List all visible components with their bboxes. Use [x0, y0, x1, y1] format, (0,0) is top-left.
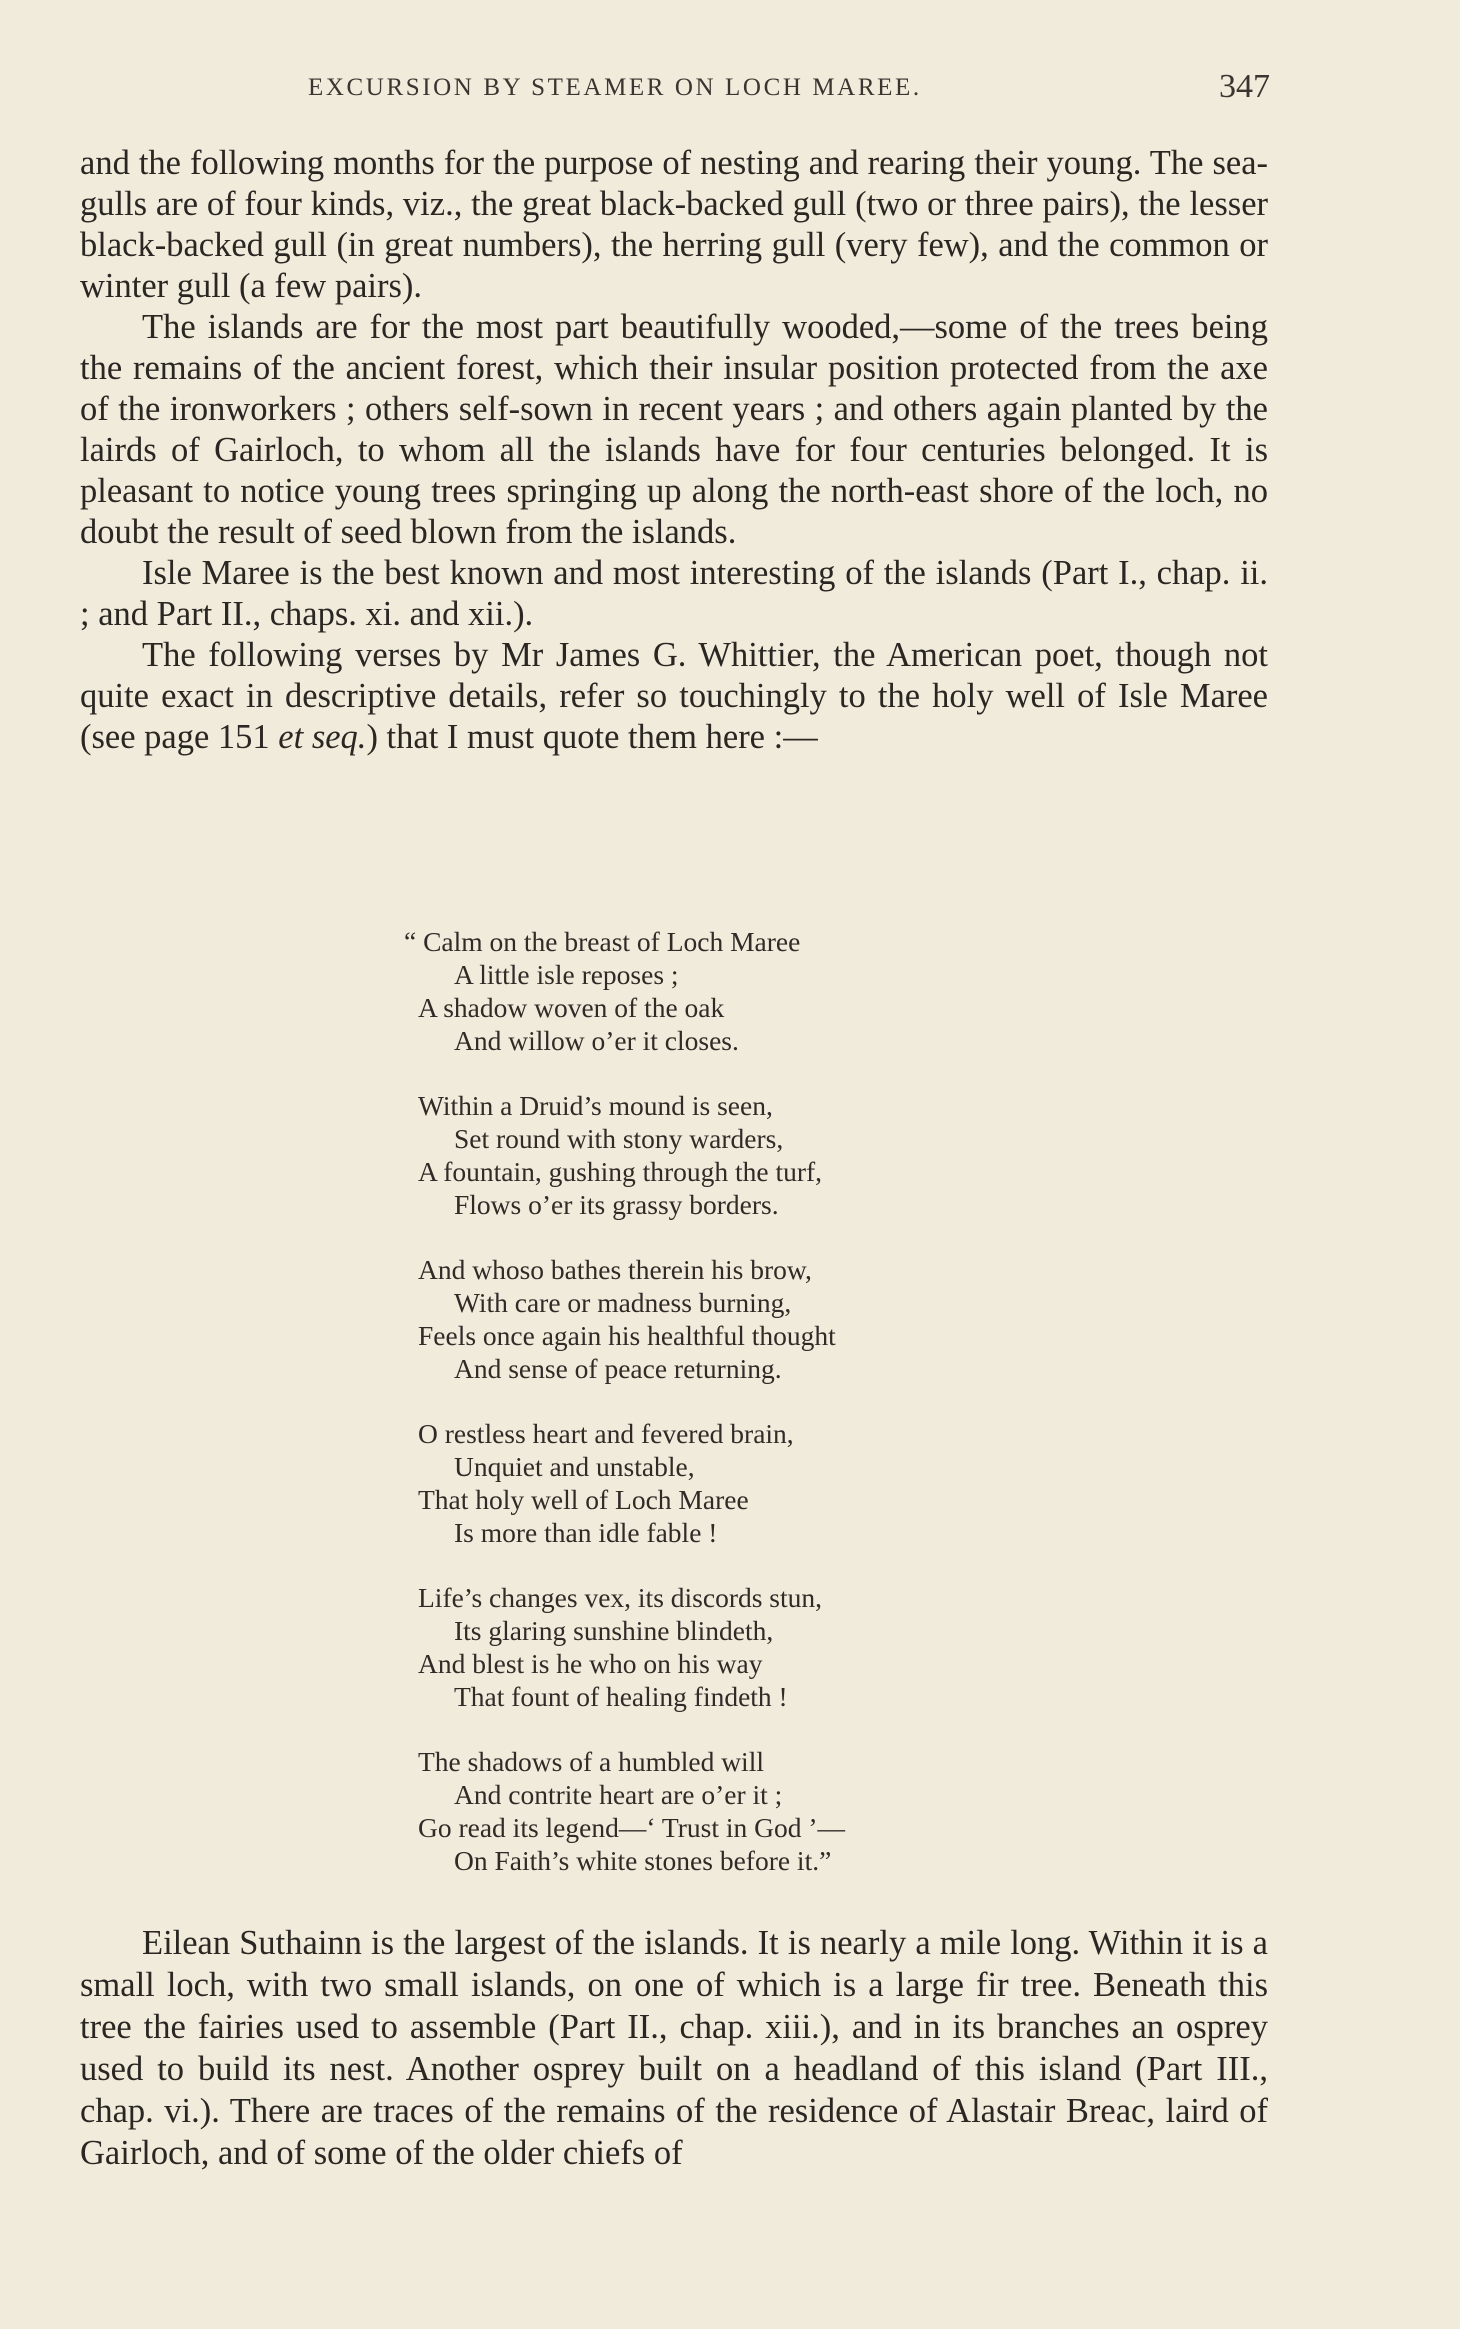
- running-title: EXCURSION BY STEAMER ON LOCH MAREE.: [308, 74, 922, 101]
- paragraph-whittier-intro: [80, 635, 1268, 758]
- poem-line: And contrite heart are o’er it ;: [454, 1779, 783, 1810]
- page-number: 347: [1219, 68, 1270, 105]
- whittier-intro-italic: et seq.: [278, 718, 367, 756]
- whittier-intro-text-end: ) that I must quote them here :—: [366, 718, 818, 756]
- poem-line: Unquiet and unstable,: [454, 1451, 695, 1482]
- poem-line: And willow o’er it closes.: [454, 1025, 739, 1056]
- poem-line: A fountain, gushing through the turf,: [418, 1156, 823, 1187]
- poem-line: Is more than idle fable !: [454, 1517, 718, 1548]
- poem-line: And sense of peace returning.: [454, 1353, 782, 1384]
- poem: [404, 925, 1118, 1909]
- poem-stanza: [418, 1089, 1118, 1221]
- poem-line: On Faith’s white stones before it.”: [454, 1845, 832, 1876]
- poem-line: O restless heart and fevered brain,: [418, 1418, 794, 1449]
- poem-line: That fount of healing findeth !: [454, 1681, 788, 1712]
- poem-line: A little isle reposes ;: [454, 959, 679, 990]
- poem-line: And blest is he who on his way: [418, 1648, 763, 1679]
- whittier-intro-text: The following verses by Mr James G. Whittier, the American poet, though not quite exact in descriptive details, refer so touchingly to the holy well of Isle Maree (see page 151: [80, 636, 1268, 756]
- body-text-bottom: [80, 1922, 1268, 2174]
- poem-line: The shadows of a humbled will: [418, 1746, 764, 1777]
- paragraph-gulls: and the following months for the purpose of nesting and rearing their young. The sea-gulls are of four kinds, viz., the great black-backed gull (two or three pairs), the lesser black-backed gull (in great numbers), the herring gull (very few), and the common or winter gull (a few pairs).: [80, 144, 1268, 305]
- poem-line: Set round with stony warders,: [454, 1123, 784, 1154]
- poem-line: Within a Druid’s mound is seen,: [418, 1090, 773, 1121]
- poem-line: Flows o’er its grassy borders.: [454, 1189, 779, 1220]
- poem-stanza: [418, 1253, 1118, 1385]
- poem-line: That holy well of Loch Maree: [418, 1484, 749, 1515]
- running-header: [80, 68, 1270, 112]
- paragraph-isle-maree: Isle Maree is the best known and most interesting of the islands (Part I., chap. ii. ; and Part II., chaps. xi. and xii.).: [80, 554, 1268, 633]
- poem-line: “ Calm on the breast of Loch Maree: [404, 926, 801, 957]
- poem-line: A shadow woven of the oak: [418, 992, 725, 1023]
- poem-stanza: [418, 1417, 1118, 1549]
- paragraph-islands-wooded: The islands are for the most part beautifully wooded,—some of the trees being the remains of the ancient forest, which their insular position protected from the axe of the ironworkers ; others self-sown in recent years ; and others again planted by the lairds of Gairloch, to whom all the islands have for four centuries belonged. It is pleasant to notice young trees springing up along the north-east shore of the loch, no doubt the result of seed blown from the islands.: [80, 308, 1268, 551]
- poem-stanza: [418, 1745, 1118, 1877]
- poem-line: And whoso bathes therein his brow,: [418, 1254, 812, 1285]
- paragraph-eilean-suthainn: Eilean Suthainn is the largest of the islands. It is nearly a mile long. Within it is a small loch, with two small islands, on one of which is a large fir tree. Beneath this tree the fairies used to assemble (Part II., chap. xiii.), and in its branches an osprey used to build its nest. Another osprey built on a headland of this island (Part III., chap. vi.). There are traces of the remains of the residence of Alastair Breac, laird of Gairloch, and of some of the older chiefs of: [80, 1924, 1268, 2172]
- poem-line: With care or madness burning,: [454, 1287, 792, 1318]
- poem-stanza: [404, 925, 1118, 1057]
- poem-line: Go read its legend—‘ Trust in God ’—: [418, 1812, 845, 1843]
- poem-line: Its glaring sunshine blindeth,: [454, 1615, 774, 1646]
- poem-stanza: [418, 1581, 1118, 1713]
- poem-line: Life’s changes vex, its discords stun,: [418, 1582, 823, 1613]
- poem-line: Feels once again his healthful thought: [418, 1320, 836, 1351]
- body-text-top: [80, 143, 1268, 758]
